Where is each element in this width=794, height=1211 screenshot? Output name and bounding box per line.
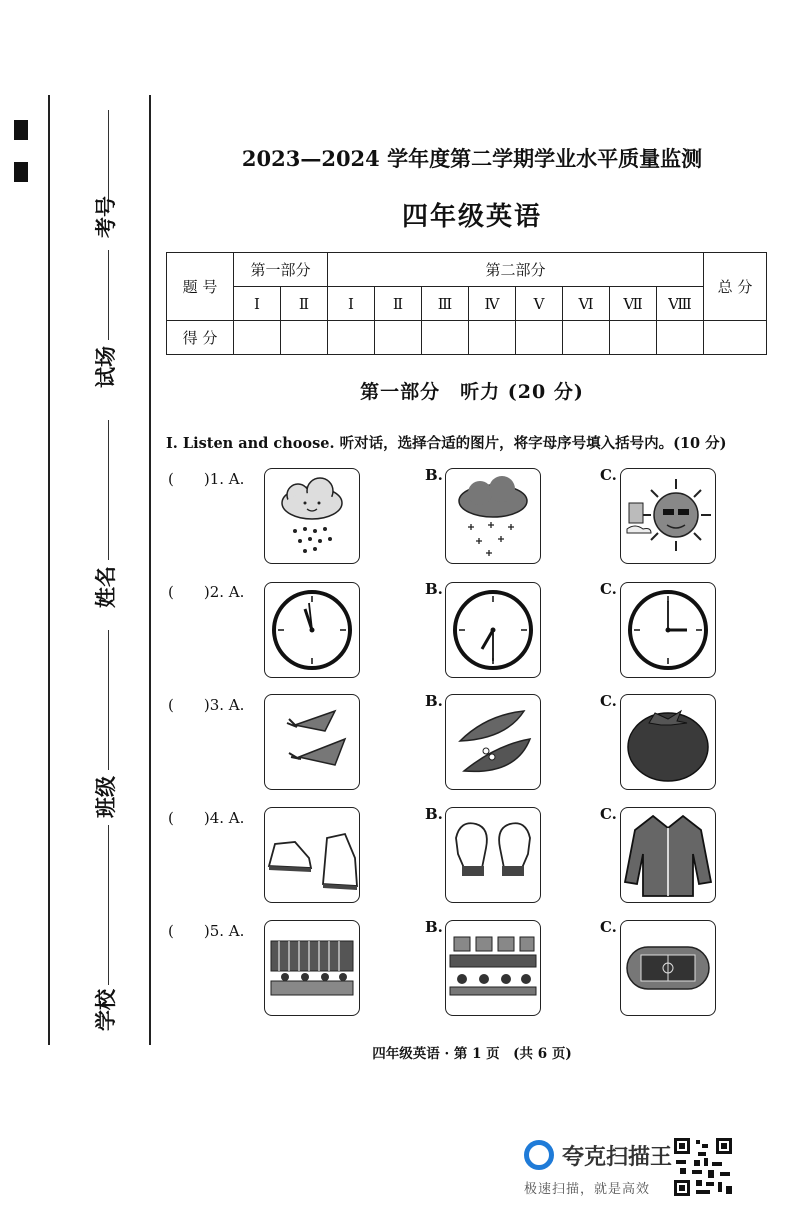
option-b-label: B.	[425, 692, 443, 710]
score-table	[166, 252, 767, 355]
option-b-picture[interactable]	[445, 582, 541, 678]
xuexiao-label: 学校	[94, 989, 118, 1031]
option-b-picture[interactable]	[445, 807, 541, 903]
option-c-picture[interactable]	[620, 694, 716, 790]
score-cell[interactable]	[328, 321, 375, 355]
option-c-label: C.	[600, 466, 617, 484]
banji-label: 班级	[94, 776, 118, 818]
page-footer: 四年级英语 · 第 1 页 (共 6 页)	[372, 1046, 572, 1062]
playground-icon	[621, 921, 715, 1015]
scanner-brand: 夸克扫描王	[562, 1145, 673, 1170]
option-c-picture[interactable]	[620, 920, 716, 1016]
qr-code-icon	[672, 1136, 734, 1198]
part2-col: Ⅴ	[516, 287, 563, 321]
question-label-1[interactable]: ( )1. A.	[168, 470, 245, 488]
option-b-label: B.	[425, 580, 443, 598]
carrot-icon	[265, 695, 359, 789]
library-icon	[265, 921, 359, 1015]
option-c-label: C.	[600, 805, 617, 823]
clock-icon	[446, 583, 540, 677]
option-b-picture[interactable]	[445, 694, 541, 790]
option-a-picture[interactable]	[264, 468, 360, 564]
option-c-picture[interactable]	[620, 582, 716, 678]
binding-line-outer	[48, 95, 50, 1045]
banji-line	[108, 630, 109, 770]
row-label-question: 题 号	[167, 253, 234, 321]
question-label-3[interactable]: ( )3. A.	[168, 696, 245, 714]
option-b-label: B.	[425, 466, 443, 484]
score-cell[interactable]	[469, 321, 516, 355]
exam-title: 2023—2024 学年度第二学期学业水平质量监测	[241, 146, 703, 171]
score-cell[interactable]	[422, 321, 469, 355]
cloud-snow-icon	[446, 469, 540, 563]
registration-mark-top	[14, 120, 28, 140]
clock-icon	[265, 583, 359, 677]
part2-col: Ⅶ	[610, 287, 657, 321]
score-cell[interactable]	[281, 321, 328, 355]
part1-header: 第一部分	[234, 253, 328, 287]
option-c-label: C.	[600, 580, 617, 598]
binding-line-inner	[149, 95, 151, 1045]
peas-icon	[446, 695, 540, 789]
clock-icon	[621, 583, 715, 677]
xuexiao-line	[108, 825, 109, 985]
option-c-label: C.	[600, 692, 617, 710]
part2-col: Ⅲ	[422, 287, 469, 321]
part2-col: Ⅱ	[375, 287, 422, 321]
score-cell[interactable]	[657, 321, 704, 355]
shichang-line	[108, 250, 109, 340]
question-label-5[interactable]: ( )5. A.	[168, 922, 245, 940]
part2-col: Ⅰ	[328, 287, 375, 321]
option-c-label: C.	[600, 918, 617, 936]
shichang-label: 试场	[94, 346, 118, 388]
question-label-4[interactable]: ( )4. A.	[168, 809, 245, 827]
registration-mark-bottom	[14, 162, 28, 182]
total-score-cell[interactable]	[704, 321, 767, 355]
kaohao-label: 考号	[94, 196, 118, 238]
option-b-label: B.	[425, 918, 443, 936]
option-a-picture[interactable]	[264, 807, 360, 903]
part2-col: Ⅷ	[657, 287, 704, 321]
xingming-line	[108, 420, 109, 560]
mittens-icon	[446, 808, 540, 902]
exam-subtitle: 四年级英语	[401, 202, 542, 232]
cloud-rain-icon	[265, 469, 359, 563]
part1-col: Ⅱ	[281, 287, 328, 321]
option-c-picture[interactable]	[620, 468, 716, 564]
score-cell[interactable]	[375, 321, 422, 355]
scanner-logo-icon	[524, 1140, 554, 1170]
option-b-picture[interactable]	[445, 920, 541, 1016]
option-a-picture[interactable]	[264, 920, 360, 1016]
score-cell[interactable]	[234, 321, 281, 355]
jacket-icon	[621, 808, 715, 902]
sun-icon	[621, 469, 715, 563]
section-title: 第一部分 听力 (20 分)	[360, 381, 584, 403]
option-a-picture[interactable]	[264, 582, 360, 678]
part2-header: 第二部分	[328, 253, 704, 287]
option-b-label: B.	[425, 805, 443, 823]
question-label-2[interactable]: ( )2. A.	[168, 583, 245, 601]
kaohao-line	[108, 110, 109, 200]
row-label-score: 得 分	[167, 321, 234, 355]
instruction-text: Ⅰ. Listen and choose. 听对话，选择合适的图片，将字母序号填入括号内。(10 分)	[166, 435, 727, 452]
score-cell[interactable]	[610, 321, 657, 355]
option-b-picture[interactable]	[445, 468, 541, 564]
option-c-picture[interactable]	[620, 807, 716, 903]
tomato-icon	[621, 695, 715, 789]
total-header: 总 分	[704, 253, 767, 321]
xingming-label: 姓名	[94, 566, 118, 608]
part2-col: Ⅵ	[563, 287, 610, 321]
part2-col: Ⅳ	[469, 287, 516, 321]
score-cell[interactable]	[516, 321, 563, 355]
option-a-picture[interactable]	[264, 694, 360, 790]
shoes-icon	[265, 808, 359, 902]
part1-col: Ⅰ	[234, 287, 281, 321]
computer-room-icon	[446, 921, 540, 1015]
score-cell[interactable]	[563, 321, 610, 355]
scanner-slogan: 极速扫描，就是高效	[524, 1182, 651, 1197]
